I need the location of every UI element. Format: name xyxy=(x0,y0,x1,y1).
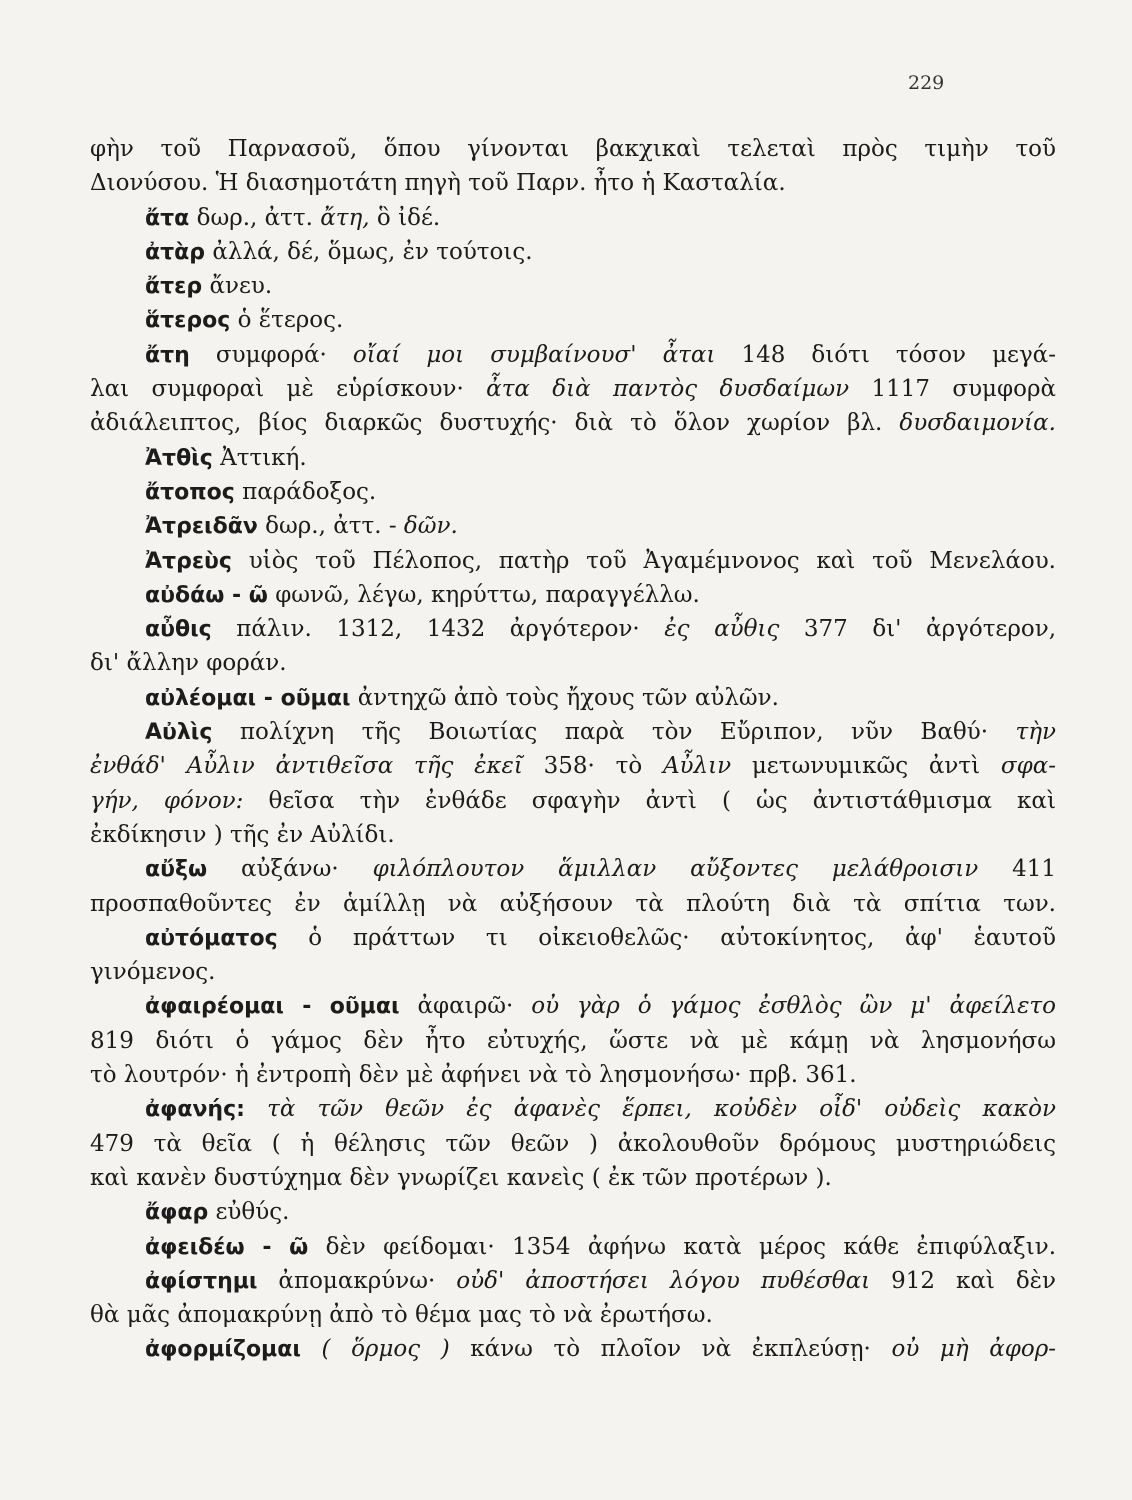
entry-atreidan: Ἀτρειδᾶν δωρ., ἀττ. - δῶν. xyxy=(145,513,458,540)
headword: ἀφαιρέομαι - οῦμαι xyxy=(145,994,400,1020)
headword: ἀφειδέω - ῶ xyxy=(145,1234,309,1260)
headword: αὐτόματος xyxy=(145,925,278,951)
headword: ἄφαρ xyxy=(145,1200,209,1226)
entry-ata: ἄτα δωρ., ἀττ. ἄτη, ὃ ἰδέ. xyxy=(145,204,441,231)
headword: Ἀτρειδᾶν xyxy=(145,514,258,540)
entry-ate: ἄτη συμφορά· οἴαί μοι συμβαίνουσ' ἆται 148 διότι τόσον μεγά- xyxy=(145,341,1056,368)
headword: αὖθις xyxy=(145,617,212,643)
entry-auxo: αὔξω αὐξάνω· φιλόπλουτον ἅμιλλαν αὔξοντες μελάθροισιν 411 xyxy=(145,856,1056,883)
line-1: φὴν τοῦ Παρνασοῦ, ὅπου γίνονται βακχικαὶ τελεταὶ πρὸς τιμὴν τοῦ xyxy=(90,136,1056,162)
line-2: Διονύσου. Ἡ διασημοτάτη πηγὴ τοῦ Παρν. ἦτο ἡ Κασταλία. xyxy=(90,170,786,197)
entry-aphistemi: ἀφίστημι ἀπομακρύνω· οὐδ' ἀποστήσει λόγου πυθέσθαι 912 καὶ δὲν xyxy=(145,1267,1056,1294)
line-16: δι' ἄλλην φοράν. xyxy=(90,650,287,677)
entry-authis: αὖθις πάλιν. 1312, 1432 ἀργότερον· ἐς αὖθις 377 δι' ἀργότερον, xyxy=(145,616,1056,643)
entry-atthis: Ἀτθὶς Ἀττική. xyxy=(145,444,307,471)
line-25: γινόμενος. xyxy=(90,959,216,986)
entry-atar: ἀτὰρ ἀλλά, δέ, ὅμως, ἐν τούτοις. xyxy=(145,238,533,265)
line-23: προσπαθοῦντες ἐν ἁμίλλῃ νὰ αὐξήσουν τὰ πλούτη διὰ τὰ σπίτια των. xyxy=(90,890,1056,917)
headword: ἄτη xyxy=(145,342,190,368)
headword: αὐλέομαι - οῦμαι xyxy=(145,685,351,711)
entry-ater: ἄτερ ἄνευ. xyxy=(145,273,273,300)
line-30: 479 τὰ θεῖα ( ἡ θέλησις τῶν θεῶν ) ἀκολουθοῦν δρόμους μυστηριώδεις xyxy=(90,1130,1056,1157)
headword: Ἀτθὶς xyxy=(145,445,213,471)
headword: ἄτερ xyxy=(145,274,203,300)
headword: ἄτα xyxy=(145,205,190,231)
entry-aphaireomai: ἀφαιρέομαι - οῦμαι ἀφαιρῶ· οὐ γὰρ ὁ γάμος ἐσθλὸς ὢν μ' ἀφείλετο xyxy=(145,993,1056,1020)
entry-atreus: Ἀτρεὺς υἱὸς τοῦ Πέλοπος, πατὴρ τοῦ Ἀγαμέμνονος καὶ τοῦ Μενελάου. xyxy=(145,547,1056,574)
entry-aphanes: ἀφανής: τὰ τῶν θεῶν ἐς ἀφανὲς ἕρπει, κοὐδὲν οἶδ' οὐδεὶς κακὸν xyxy=(145,1096,1056,1123)
headword: Αὐλὶς xyxy=(145,720,213,746)
entry-aphormizomai: ἀφορμίζομαι ( ὅρμος ) κάνω τὸ πλοῖον νὰ ἐκπλεύσῃ· οὐ μὴ ἀφορ- xyxy=(145,1336,1056,1363)
line-19: ἐνθάδ' Αὖλιν ἀντιθεῖσα τῆς ἐκεῖ 358· τὸ Αὖλιν μετωνυμικῶς ἀντὶ σφα- xyxy=(90,753,1056,780)
dictionary-text xyxy=(90,132,1056,1367)
entry-audao: αὐδάω - ῶ φωνῶ, λέγω, κηρύττω, παραγγέλλω. xyxy=(145,581,700,608)
headword: αὐδάω - ῶ xyxy=(145,582,268,608)
line-20: γήν, φόνον: θεῖσα τὴν ἐνθάδε σφαγὴν ἀντὶ ( ὡς ἀντιστάθμισμα καὶ xyxy=(90,787,1056,814)
entry-automatos: αὐτόματος ὁ πράττων τι οἰκειοθελῶς· αὐτοκίνητος, ἀφ' ἑαυτοῦ xyxy=(145,924,1056,951)
line-21: ἐκδίκησιν ) τῆς ἐν Αὐλίδι. xyxy=(90,821,395,848)
headword: ἀφανής: xyxy=(145,1097,245,1123)
entry-aulis: Αὐλὶς πολίχνη τῆς Βοιωτίας παρὰ τὸν Εὔριπον, νῦν Βαθύ· τὴν xyxy=(145,719,1056,746)
headword: αὔξω xyxy=(145,857,208,883)
headword: Ἀτρεὺς xyxy=(145,548,232,574)
entry-ateros: ἅτερος ὁ ἕτερος. xyxy=(145,307,344,334)
line-8: λαι συμφοραὶ μὲ εὑρίσκουν· ἆτα διὰ παντὸς δυσδαίμων 1117 συμφορὰ xyxy=(90,376,1057,403)
headword: ἀτὰρ xyxy=(145,239,206,265)
headword: ἅτερος xyxy=(145,308,231,334)
headword: ἄτοπος xyxy=(145,479,235,505)
line-28: τὸ λουτρόν· ἡ ἐντροπὴ δὲν μὲ ἀφήνει νὰ τὸ λησμονήσω· πρβ. 361. xyxy=(90,1062,857,1089)
page-number: 229 xyxy=(908,72,945,94)
line-31: καὶ κανὲν δυστύχημα δὲν γνωρίζει κανεὶς ( ἐκ τῶν προτέρων ). xyxy=(90,1164,832,1191)
entry-atopos: ἄτοπος παράδοξος. xyxy=(145,478,377,505)
entry-auleomai: αὐλέομαι - οῦμαι ἀντηχῶ ἀπὸ τοὺς ἤχους τῶν αὐλῶν. xyxy=(145,684,779,711)
headword: ἀφορμίζομαι xyxy=(145,1337,301,1363)
entry-apheideo: ἀφειδέω - ῶ δὲν φείδομαι· 1354 ἀφήνω κατὰ μέρος κάθε ἐπιφύλαξιν. xyxy=(145,1233,1056,1260)
entry-aphar: ἄφαρ εὐθύς. xyxy=(145,1199,290,1226)
headword: ἀφίστημι xyxy=(145,1268,258,1294)
line-27: 819 διότι ὁ γάμος δὲν ἦτο εὐτυχής, ὥστε νὰ μὲ κάμῃ νὰ λησμονήσω xyxy=(90,1027,1056,1054)
line-35: θὰ μᾶς ἀπομακρύνῃ ἀπὸ τὸ θέμα μας τὸ νὰ ἐρωτήσω. xyxy=(90,1302,713,1329)
line-9: ἀδιάλειπτος, βίος διαρκῶς δυστυχής· διὰ τὸ ὅλον χωρίον βλ. δυσδαιμονία. xyxy=(90,410,1056,437)
